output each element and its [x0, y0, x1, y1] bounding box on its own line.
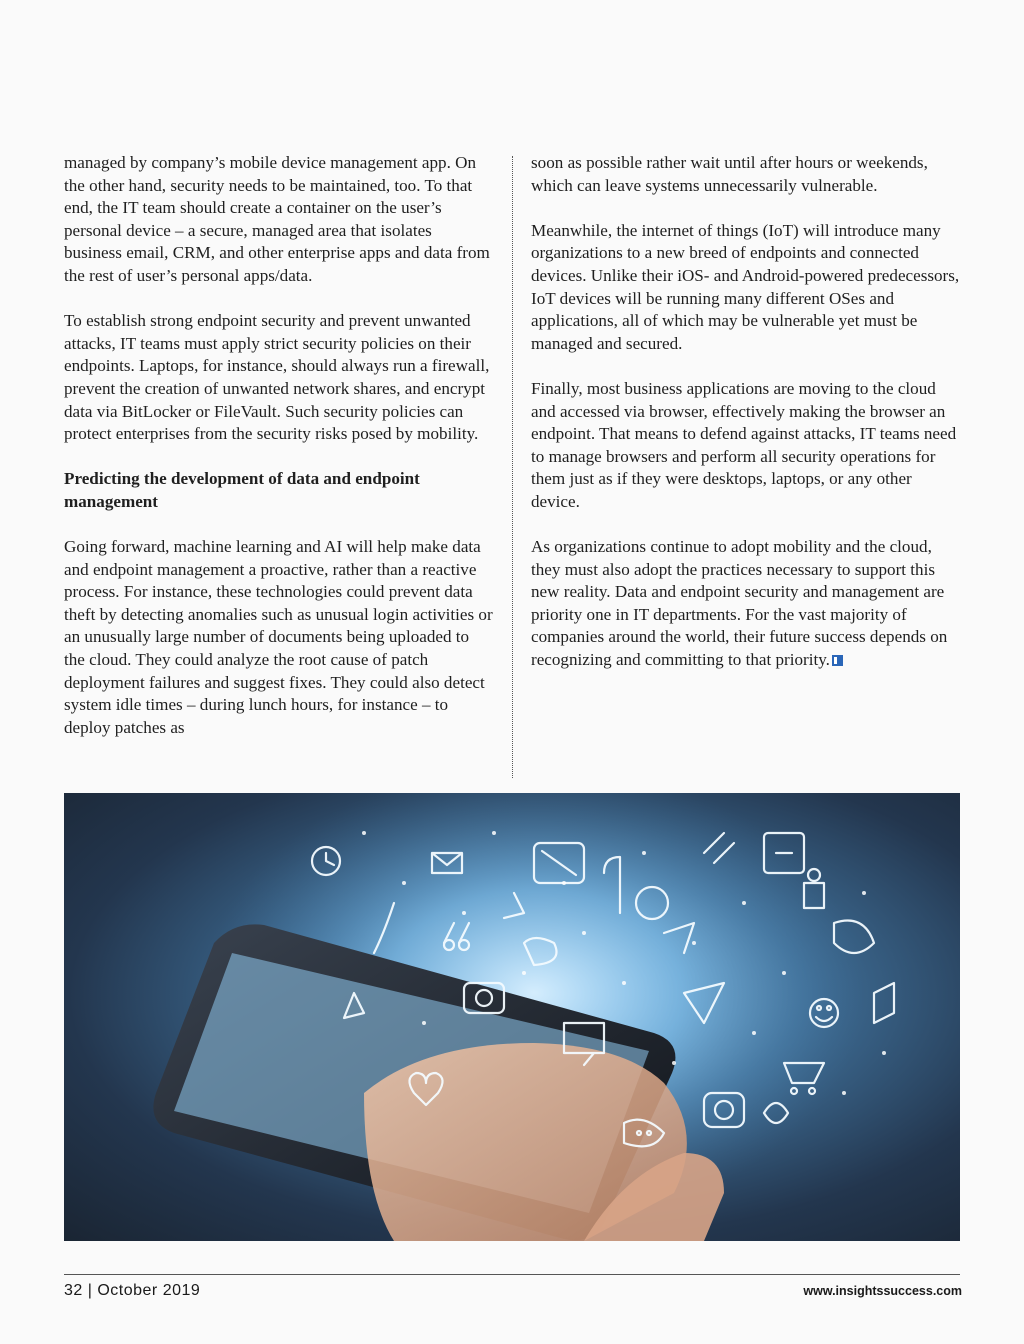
- page-number: 32 | October 2019: [64, 1282, 201, 1299]
- website-link[interactable]: www.insightssuccess.com: [803, 1284, 962, 1298]
- left-paragraph-1: managed by company’s mobile device management app. On the other hand, security needs to be maintained, too. To that end, the IT team should create a container on the user’s personal device – a secure, managed area that isolates business email, CRM, and other enterprise apps and data from the rest of user’s personal apps/data.: [64, 153, 490, 285]
- article-end-icon: [832, 655, 843, 666]
- closing-text: As organizations continue to adopt mobility and the cloud, they must also adopt the practices necessary to support this new reality. Data and endpoint security and management are priority one in IT departments. For the vast majority of companies around the world, their future success depends on recognizing and committing to that priority.: [531, 537, 948, 670]
- right-paragraph-3: Finally, most business applications are moving to the cloud and accessed via browser, effectively making the browser an endpoint. That means to defend against attacks, IT teams need to manage browsers and perform all security operations for them just as if they were desktops, laptops, or any other device.: [531, 378, 957, 511]
- right-column: [531, 152, 963, 694]
- smartphone-app-icons-illustration: [64, 793, 960, 1241]
- footer-rule: [64, 1274, 960, 1275]
- right-paragraph-4: [531, 536, 963, 672]
- left-column: [64, 152, 494, 762]
- section-heading: Predicting the development of data and endpoint management: [64, 469, 420, 511]
- right-paragraph-2: Meanwhile, the internet of things (IoT) will introduce many organizations to a new breed of endpoints and connected devices. Unlike their iOS- and Android-powered predecessors, IoT devices will be running many different OSes and applications, all of which may be vulnerable yet must be managed and secured.: [531, 220, 960, 353]
- left-paragraph-2: To establish strong endpoint security and prevent unwanted attacks, IT teams must apply strict security policies on their endpoints. Laptops, for instance, should always run a firewall, prevent the creation of unwanted network shares, and encrypt data via BitLocker or FileVault. Such security policies can protect enterprises from the security risks posed by mobility.: [64, 311, 490, 444]
- right-paragraph-1: soon as possible rather wait until after hours or weekends, which can leave systems unnecessarily vulnerable.: [531, 153, 928, 195]
- column-divider: [512, 156, 513, 778]
- article-photo: [64, 793, 960, 1241]
- left-paragraph-3: Going forward, machine learning and AI will help make data and endpoint management a proactive, rather than a reactive process. For instance, these technologies could prevent data theft by detecting anomalies such as unusual login activities or an unusually large number of documents being uploaded to the cloud. They could analyze the root cause of patch deployment failures and suggest fixes. They could also detect system idle times – during lunch hours, for instance – to deploy patches as: [64, 537, 493, 737]
